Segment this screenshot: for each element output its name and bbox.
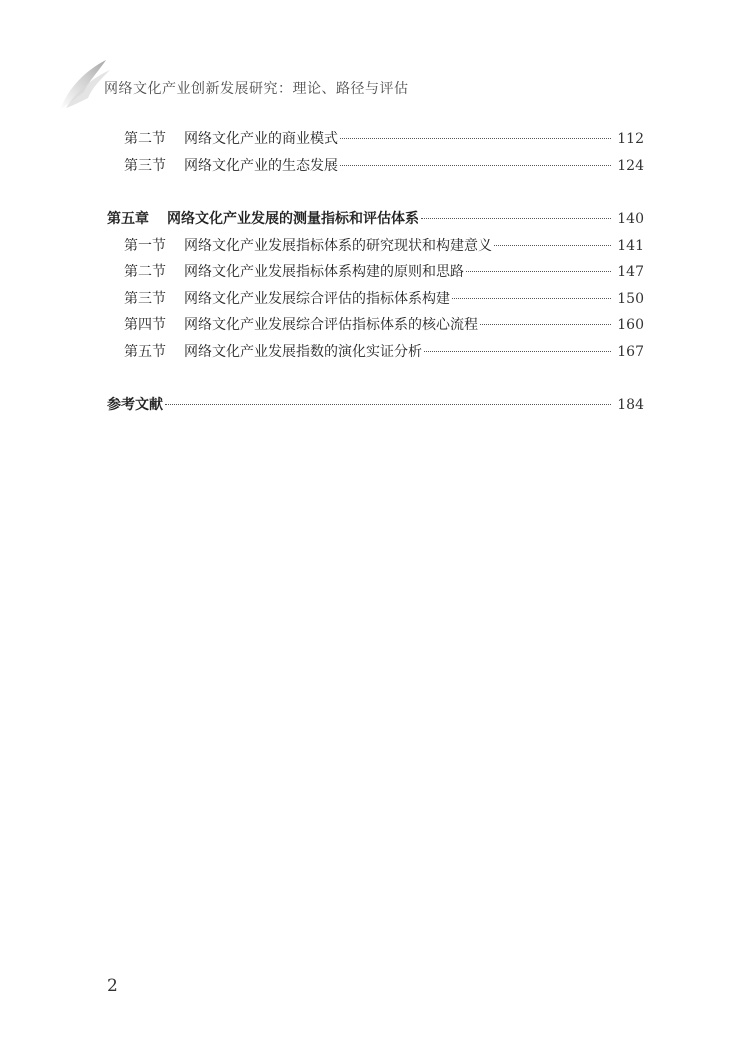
dot-leader bbox=[494, 245, 611, 246]
toc-entry-section[interactable] bbox=[107, 153, 644, 180]
page-ref: 141 bbox=[617, 237, 644, 254]
dot-leader bbox=[424, 351, 611, 352]
page-ref: 124 bbox=[617, 157, 644, 174]
toc-entry-chapter-5[interactable] bbox=[107, 206, 644, 233]
dot-leader bbox=[421, 218, 611, 219]
chapter-title: 网络文化产业发展的测量指标和评估体系 bbox=[167, 211, 419, 227]
section-title: 网络文化产业的生态发展 bbox=[184, 157, 338, 174]
chapter-number: 第五章 bbox=[107, 211, 149, 227]
toc-entry-section[interactable] bbox=[107, 126, 644, 153]
section-number: 第三节 bbox=[124, 157, 166, 174]
page-ref: 140 bbox=[617, 211, 644, 227]
section-title: 网络文化产业发展综合评估指标体系的核心流程 bbox=[184, 317, 478, 333]
dot-leader bbox=[452, 298, 611, 299]
section-number: 第二节 bbox=[124, 131, 166, 147]
section-title: 网络文化产业发展指数的演化实证分析 bbox=[184, 343, 422, 360]
dot-leader bbox=[340, 138, 611, 139]
dot-leader bbox=[466, 271, 611, 272]
toc-entry-references[interactable] bbox=[107, 392, 644, 419]
table-of-contents bbox=[107, 126, 644, 419]
dot-leader bbox=[165, 404, 611, 405]
toc-entry-section[interactable] bbox=[107, 339, 644, 366]
dot-leader bbox=[340, 165, 611, 166]
page-ref: 160 bbox=[617, 317, 644, 333]
section-title: 网络文化产业发展综合评估的指标体系构建 bbox=[184, 290, 450, 307]
references-title: 参考文献 bbox=[107, 397, 163, 413]
toc-entry-section[interactable] bbox=[107, 233, 644, 260]
page-ref: 112 bbox=[617, 131, 644, 147]
toc-entry-section[interactable] bbox=[107, 312, 644, 339]
toc-entry-section[interactable] bbox=[107, 259, 644, 286]
section-number: 第三节 bbox=[124, 290, 166, 307]
running-header bbox=[0, 58, 750, 118]
page-ref: 147 bbox=[617, 264, 644, 280]
page-ref: 167 bbox=[617, 343, 644, 360]
dot-leader bbox=[480, 324, 611, 325]
section-title: 网络文化产业发展指标体系的研究现状和构建意义 bbox=[184, 237, 492, 254]
section-number: 第五节 bbox=[124, 343, 166, 360]
section-title: 网络文化产业的商业模式 bbox=[184, 131, 338, 147]
section-number: 第二节 bbox=[124, 264, 166, 280]
header-title: 网络文化产业创新发展研究：理论、路径与评估 bbox=[104, 81, 409, 97]
section-number: 第四节 bbox=[124, 317, 166, 333]
toc-entry-section[interactable] bbox=[107, 286, 644, 313]
page-ref: 184 bbox=[617, 397, 644, 413]
page-number: 2 bbox=[107, 976, 118, 996]
page-ref: 150 bbox=[617, 290, 644, 307]
section-title: 网络文化产业发展指标体系构建的原则和思路 bbox=[184, 264, 464, 280]
section-number: 第一节 bbox=[124, 237, 166, 254]
